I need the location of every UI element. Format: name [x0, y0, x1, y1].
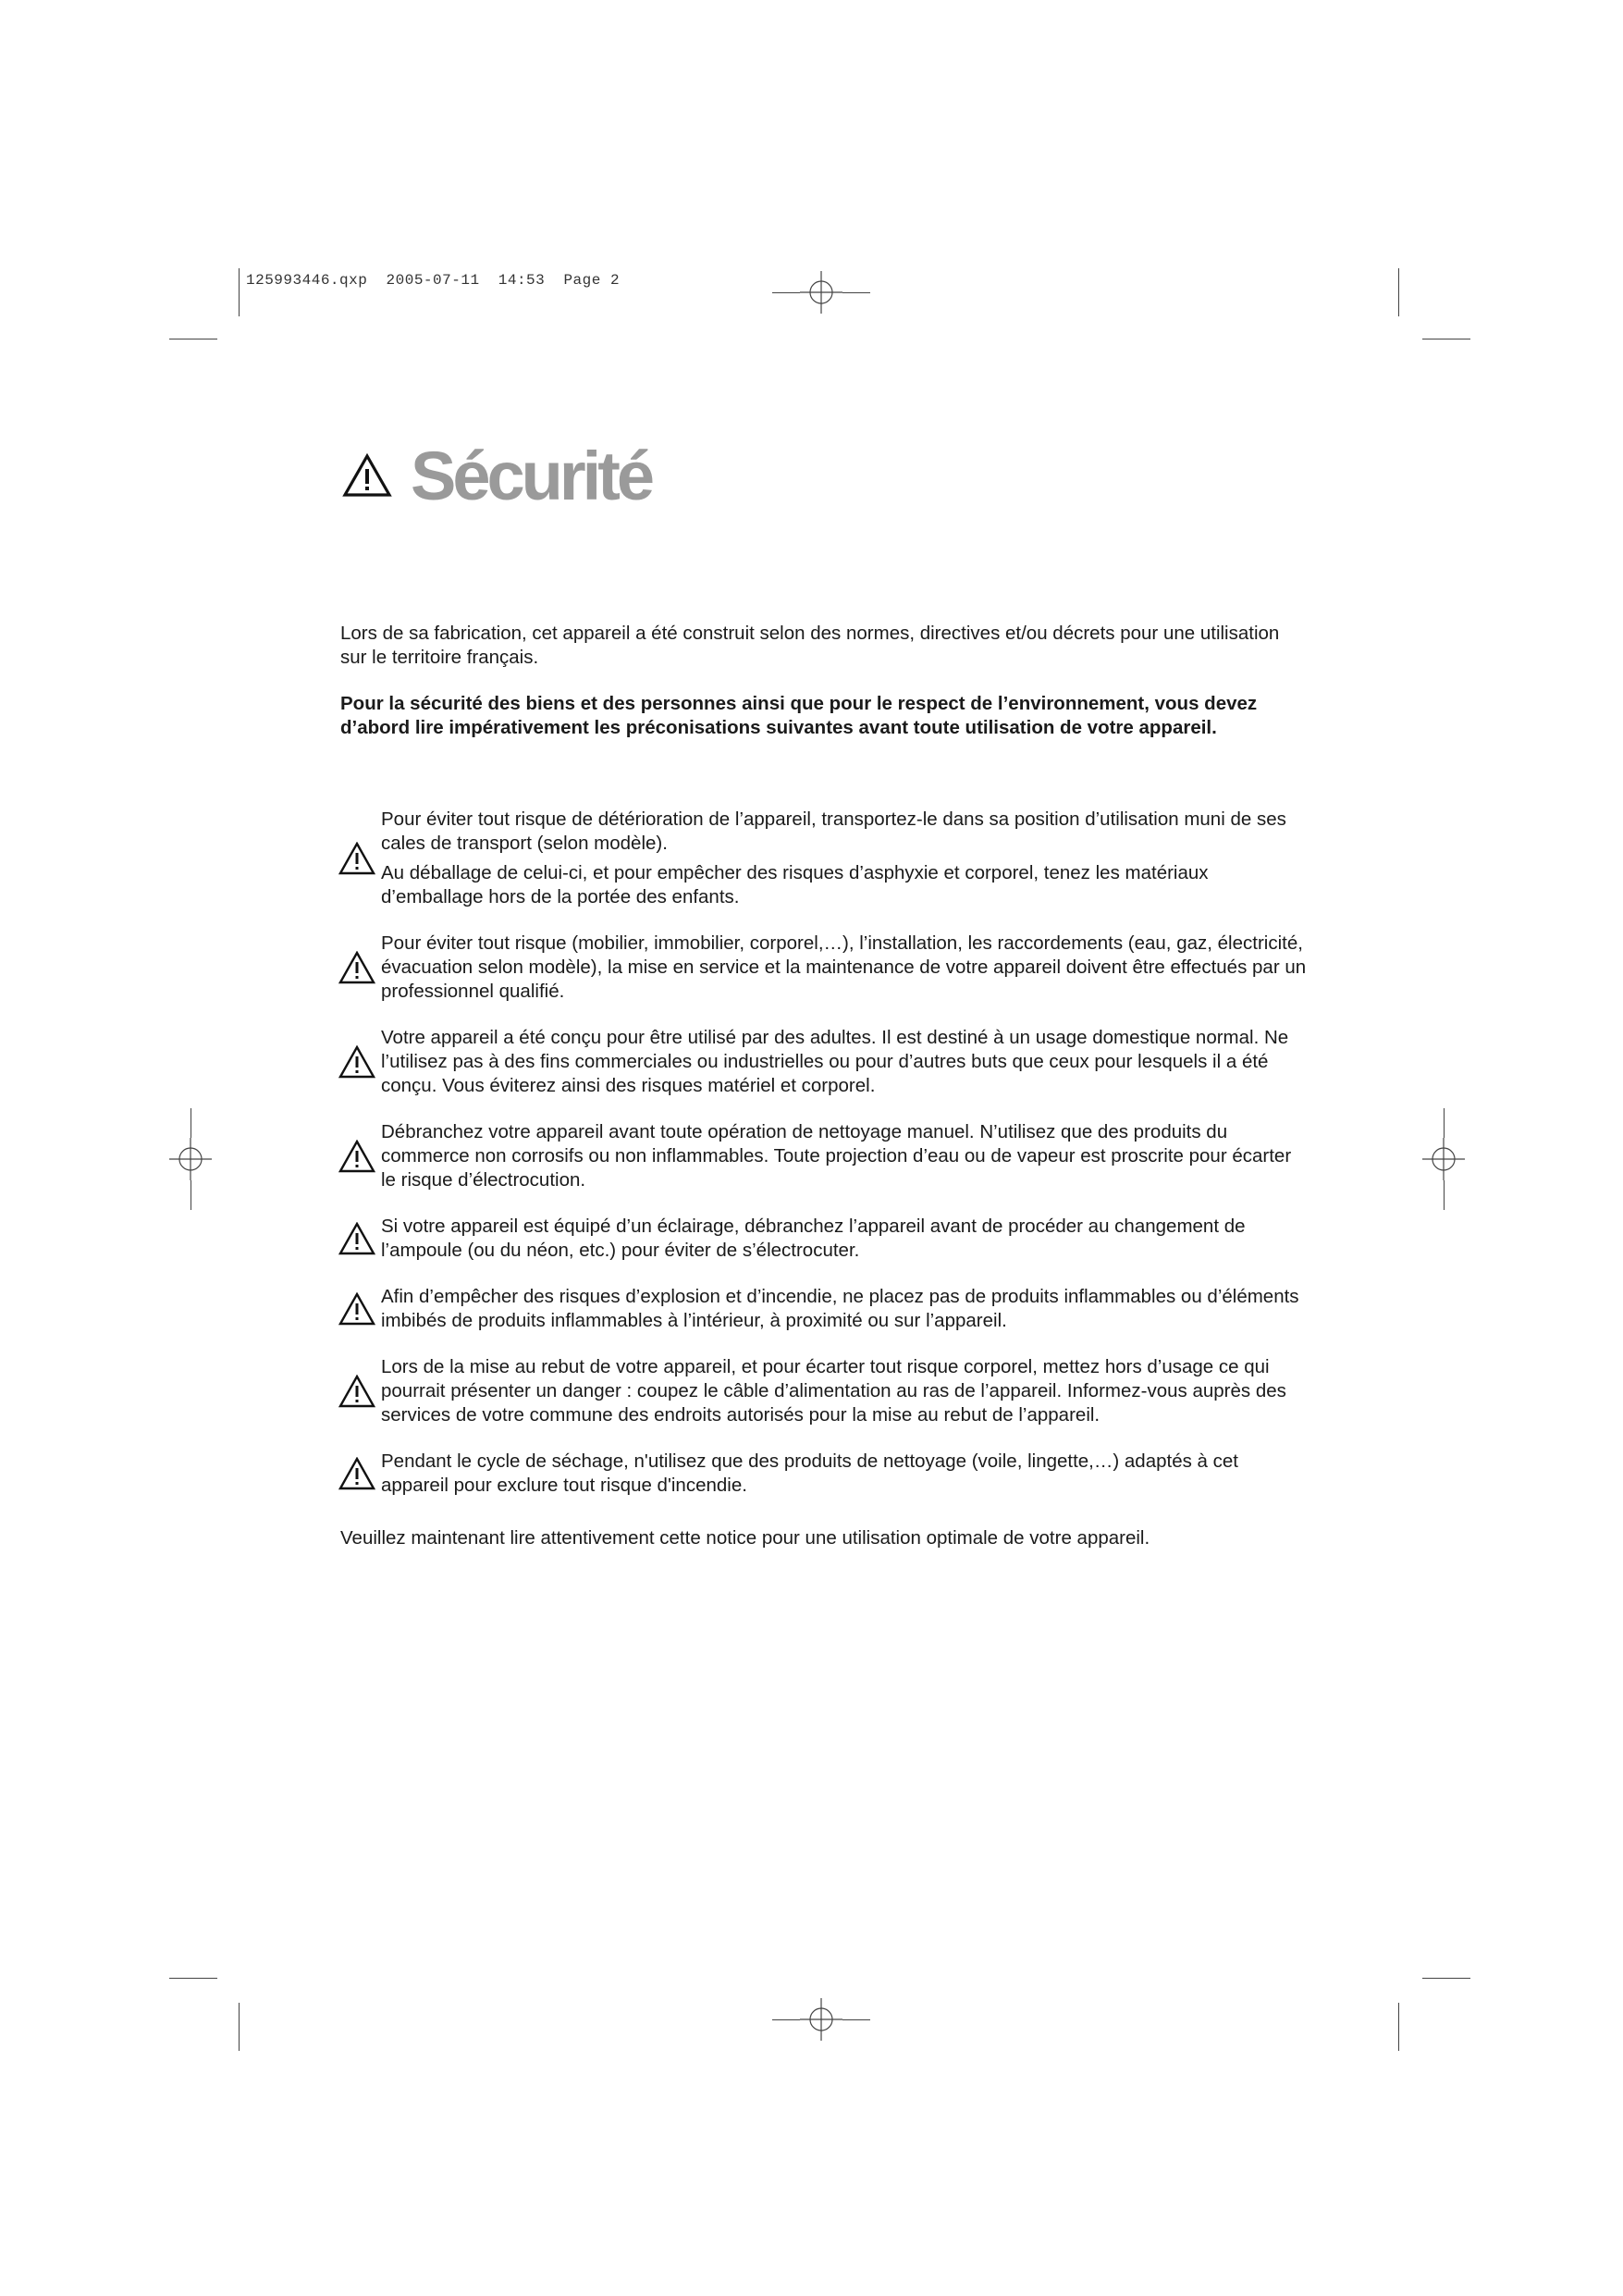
- registration-stem-bottom: [842, 2019, 870, 2020]
- warning-text: Pour éviter tout risque (mobilier, immobilier, corporel,…), l’installation, les raccordements (eau, gaz, électricité, évacuation selon modèle), la mise en service et la maintenance de votre appareil doivent être effectués par un professionnel qualifié.: [381, 932, 1307, 1002]
- warning-item: [338, 1355, 1309, 1427]
- warning-triangle-icon: [338, 951, 375, 984]
- warning-item: [338, 1120, 1309, 1192]
- warning-triangle-icon: [338, 1457, 375, 1490]
- registration-mark-icon: [800, 271, 842, 314]
- registration-mark-icon: [1422, 1138, 1465, 1180]
- registration-stem-right: [1444, 1180, 1445, 1210]
- warning-item: [338, 1450, 1309, 1498]
- crop-mark-bottom-right-vertical: [1398, 2003, 1399, 2051]
- warning-item: [338, 1215, 1309, 1263]
- registration-stem-right: [1444, 1108, 1445, 1138]
- warning-text: Au déballage de celui-ci, et pour empêcher des risques d’asphyxie et corporel, tenez les matériaux d’emballage hors de la portée des enfants.: [381, 862, 1209, 907]
- warning-triangle-icon: [338, 1375, 375, 1408]
- crop-mark-bottom-left-horizontal: [169, 1978, 217, 1979]
- registration-mark-icon: [800, 1998, 842, 2041]
- closing-paragraph: Veuillez maintenant lire attentivement cette notice pour une utilisation optimale de votre appareil.: [340, 1527, 1150, 1549]
- warning-text: Lors de la mise au rebut de votre appareil, et pour écarter tout risque corporel, mettez hors d’usage ce qui pourrait présenter un danger : coupez le câble d’alimentation au ras de l’appareil. Informez-vous auprès des services de votre commune des endroits autorisés pour la mise au rebut de l’appareil.: [381, 1356, 1286, 1426]
- crop-mark-top-right-vertical: [1398, 268, 1399, 316]
- intro-paragraph: Lors de sa fabrication, cet appareil a été construit selon des normes, directives et/ou décrets pour une utilisation sur le territoire français.: [340, 623, 1280, 668]
- warning-triangle-icon: [338, 1140, 375, 1173]
- intro-bold-paragraph: Pour la sécurité des biens et des personnes ainsi que pour le respect de l’environnement, vous devez d’abord lire impérativement les préconisations suivantes avant toute utilisation de votre appareil.: [340, 693, 1258, 738]
- warning-text: Pendant le cycle de séchage, n'utilisez que des produits de nettoyage (voile, lingette,…) adaptés à cet appareil pour exclure tout risque d'incendie.: [381, 1450, 1238, 1496]
- warning-triangle-icon: [338, 842, 375, 875]
- warning-item: [338, 1026, 1309, 1098]
- warning-text: Débranchez votre appareil avant toute opération de nettoyage manuel. N’utilisez que des produits du commerce non corrosifs ou non inflammables. Toute projection d’eau ou de vapeur est proscrite pour écarter le risque d’électrocution.: [381, 1121, 1292, 1191]
- warning-text: Pour éviter tout risque de détérioration de l’appareil, transportez-le dans sa position d’utilisation muni de ses cales de transport (selon modèle).: [381, 809, 1286, 854]
- crop-mark-bottom-left-vertical: [239, 2003, 240, 2051]
- warning-triangle-icon: [338, 1222, 375, 1255]
- warning-item: [338, 932, 1309, 1004]
- warning-text: Votre appareil a été conçu pour être utilisé par des adultes. Il est destiné à un usage domestique normal. Ne l’utilisez pas à des fins commerciales ou industrielles ou pour d’autres buts que ceux pour lesquels il a été conçu. Vous éviterez ainsi des risques matériel et corporel.: [381, 1027, 1289, 1096]
- warning-item: [338, 808, 1309, 909]
- registration-stem-top: [772, 292, 800, 293]
- warning-text: Afin d’empêcher des risques d’explosion et d’incendie, ne placez pas de produits inflammables ou d’éléments imbibés de produits inflammables à l’intérieur, à proximité ou sur l’appareil.: [381, 1286, 1299, 1331]
- registration-mark-icon: [169, 1138, 212, 1180]
- intro-section: [340, 622, 1302, 740]
- warning-triangle-icon: [338, 1045, 375, 1079]
- registration-stem-top: [842, 292, 870, 293]
- registration-stem-bottom: [772, 2019, 800, 2020]
- print-slug-line: 125993446.qxp 2005-07-11 14:53 Page 2: [246, 272, 621, 289]
- crop-mark-bottom-right-horizontal: [1422, 1978, 1470, 1979]
- warning-triangle-icon: [342, 453, 392, 498]
- crop-mark-top-left-vertical: [239, 268, 240, 316]
- page-title: Sécurité: [411, 438, 652, 514]
- warning-triangle-icon: [338, 1292, 375, 1326]
- warnings-list: [338, 808, 1309, 1520]
- warning-text: Si votre appareil est équipé d’un éclairage, débranchez l’appareil avant de procéder au changement de l’ampoule (ou du néon, etc.) pour éviter de s’électrocuter.: [381, 1216, 1246, 1261]
- warning-item: [338, 1285, 1309, 1333]
